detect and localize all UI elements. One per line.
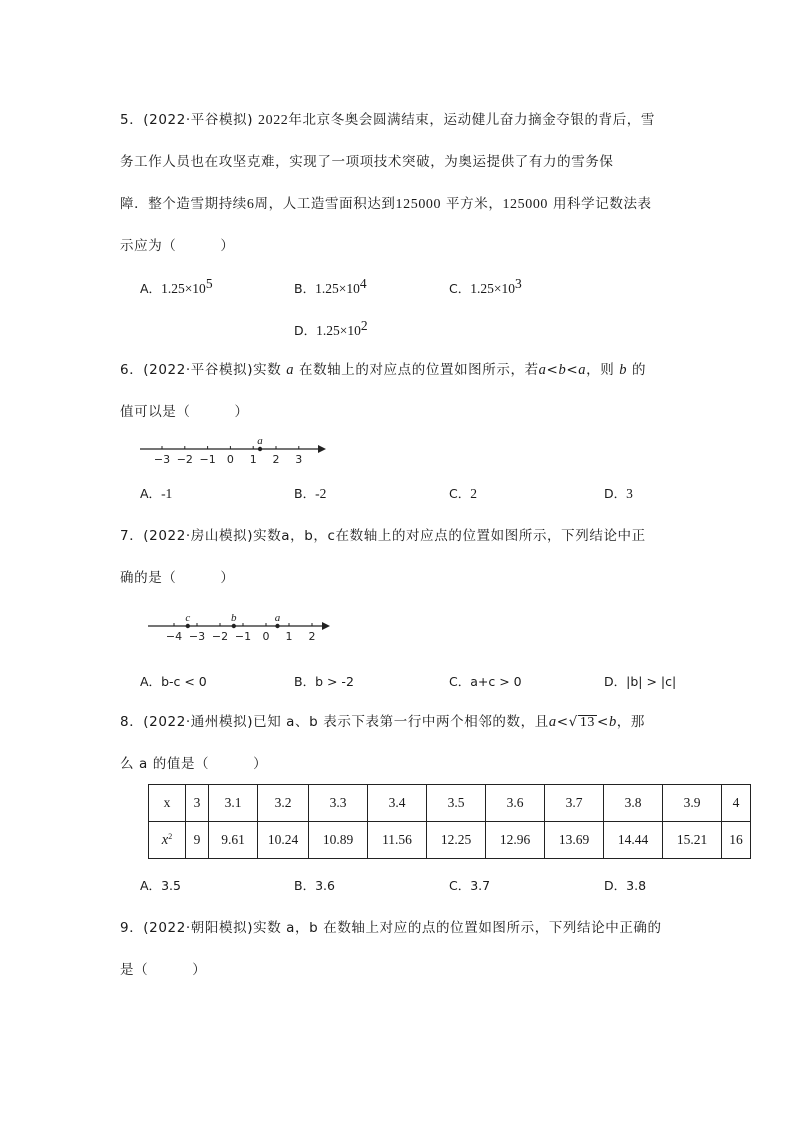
q5-line-1: 5．(2022·平谷模拟) 2022年北京冬奥会圆满结束，运动健儿奋力摘金夺银的背后，雪 [120,112,656,128]
axis-tick-label: −2 [211,630,229,643]
point-label-a: a [257,435,263,447]
q8-square-table [148,784,751,859]
q7-line-1: 7．(2022·房山模拟)实数a，b，c在数轴上的对应点的位置如图所示，下列结论中正 [120,528,646,544]
q9-source: 2022·朝阳模拟 [149,920,248,936]
axis-tick-label: −1 [234,630,252,643]
table-row: x 3 3.1 3.2 3.3 3.4 3.5 3.6 3.7 3.8 3.9 4 [149,785,751,822]
axis-tick-label: 3 [295,453,303,466]
q6-option-c: C．2 [449,486,477,501]
point-label-c: c [185,612,191,624]
q8-line-2: 么 a 的值是（ ） [120,756,268,772]
q7-option-d: D．|b| > |c| [604,674,677,689]
q6-line-2: 值可以是（ ） [120,404,249,420]
q7-axis-arrow [322,622,330,630]
q5-line-2: 务工作人员也在攻坚克难，实现了一项项技术突破，为奥运提供了有力的雪务保 [120,154,614,170]
q6-line-1: 6．(2022·平谷模拟)实数 a 在数轴上的对应点的位置如图所示，若a<b<a，则 b 的 [120,362,647,378]
q7-line-2: 确的是（ ） [120,570,235,586]
point-c [186,624,190,628]
axis-tick-label: 0 [262,630,270,643]
q5-option-a: A．$1.25\times 10^5$ [140,276,213,296]
q5-option-b: B．$1.25\times 10^4$ [294,276,367,296]
q5-line-4: 示应为（ ） [120,238,235,254]
q8-option-c: C．3.7 [449,878,491,893]
q5-option-d: D．$1.25\times 10^2$ [294,318,368,338]
axis-tick-label: −1 [199,453,216,466]
q6-source: 2022·平谷模拟 [149,362,248,378]
sqrt-symbol: √ [568,714,578,730]
q5-option-c: C．$1.25\times 10^3$ [449,276,522,296]
point-label-b: b [231,612,237,624]
q7-option-b: B．b > -2 [294,674,354,689]
axis-tick-label: −2 [176,453,193,466]
q6-option-b: B．-2 [294,486,327,501]
axis-tick-label: −3 [153,453,171,466]
q7-option-c: C．a+c > 0 [449,674,522,689]
q8-source: 2022·通州模拟 [149,714,248,730]
q7-number-line [144,606,340,646]
q6-option-a: A．-1 [140,486,173,501]
q9-line-1: 9．(2022·朝阳模拟)实数 a，b 在数轴上对应的点的位置如图所示，下列结论中正确的 [120,920,662,936]
q6-option-d: D．3 [604,486,633,501]
q6-number-line [136,432,336,470]
q8-option-d: D．3.8 [604,878,647,893]
q5-line-3: 障．整个造雪期持续6周，人工造雪面积达到125000 平方米，125000 用科学记数法表 [120,196,652,212]
point-a [258,447,262,451]
axis-tick-label: −3 [188,630,206,643]
q7-source: 2022·房山模拟 [149,528,248,544]
q8-option-b: B．3.6 [294,878,335,893]
axis-tick-label: 2 [308,630,316,643]
axis-tick-label: 1 [285,630,293,643]
point-label-a: a [274,612,281,624]
axis-tick-label: 0 [226,453,234,466]
point-b [232,624,236,628]
q8-line-1: 8．(2022·通州模拟)已知 a、b 表示下表第一行中两个相邻的数，且a<√ 13 <b，那 [120,714,645,730]
q9-line-2: 是（ ） [120,962,207,978]
point-a [275,624,279,628]
axis-tick-label: 2 [272,453,280,466]
axis-tick-label: 1 [249,453,257,466]
axis-tick-label: −4 [165,630,183,643]
q7-option-a: A．b-c < 0 [140,674,207,689]
q5-source: 2022·平谷模拟 [149,112,248,128]
q8-option-a: A．3.5 [140,878,181,893]
table-row: $x^2$ 9 9.61 10.24 10.89 11.56 12.25 12.96 13.69 14.44 15.21 16 [149,822,751,859]
q6-axis-arrow [318,445,326,453]
